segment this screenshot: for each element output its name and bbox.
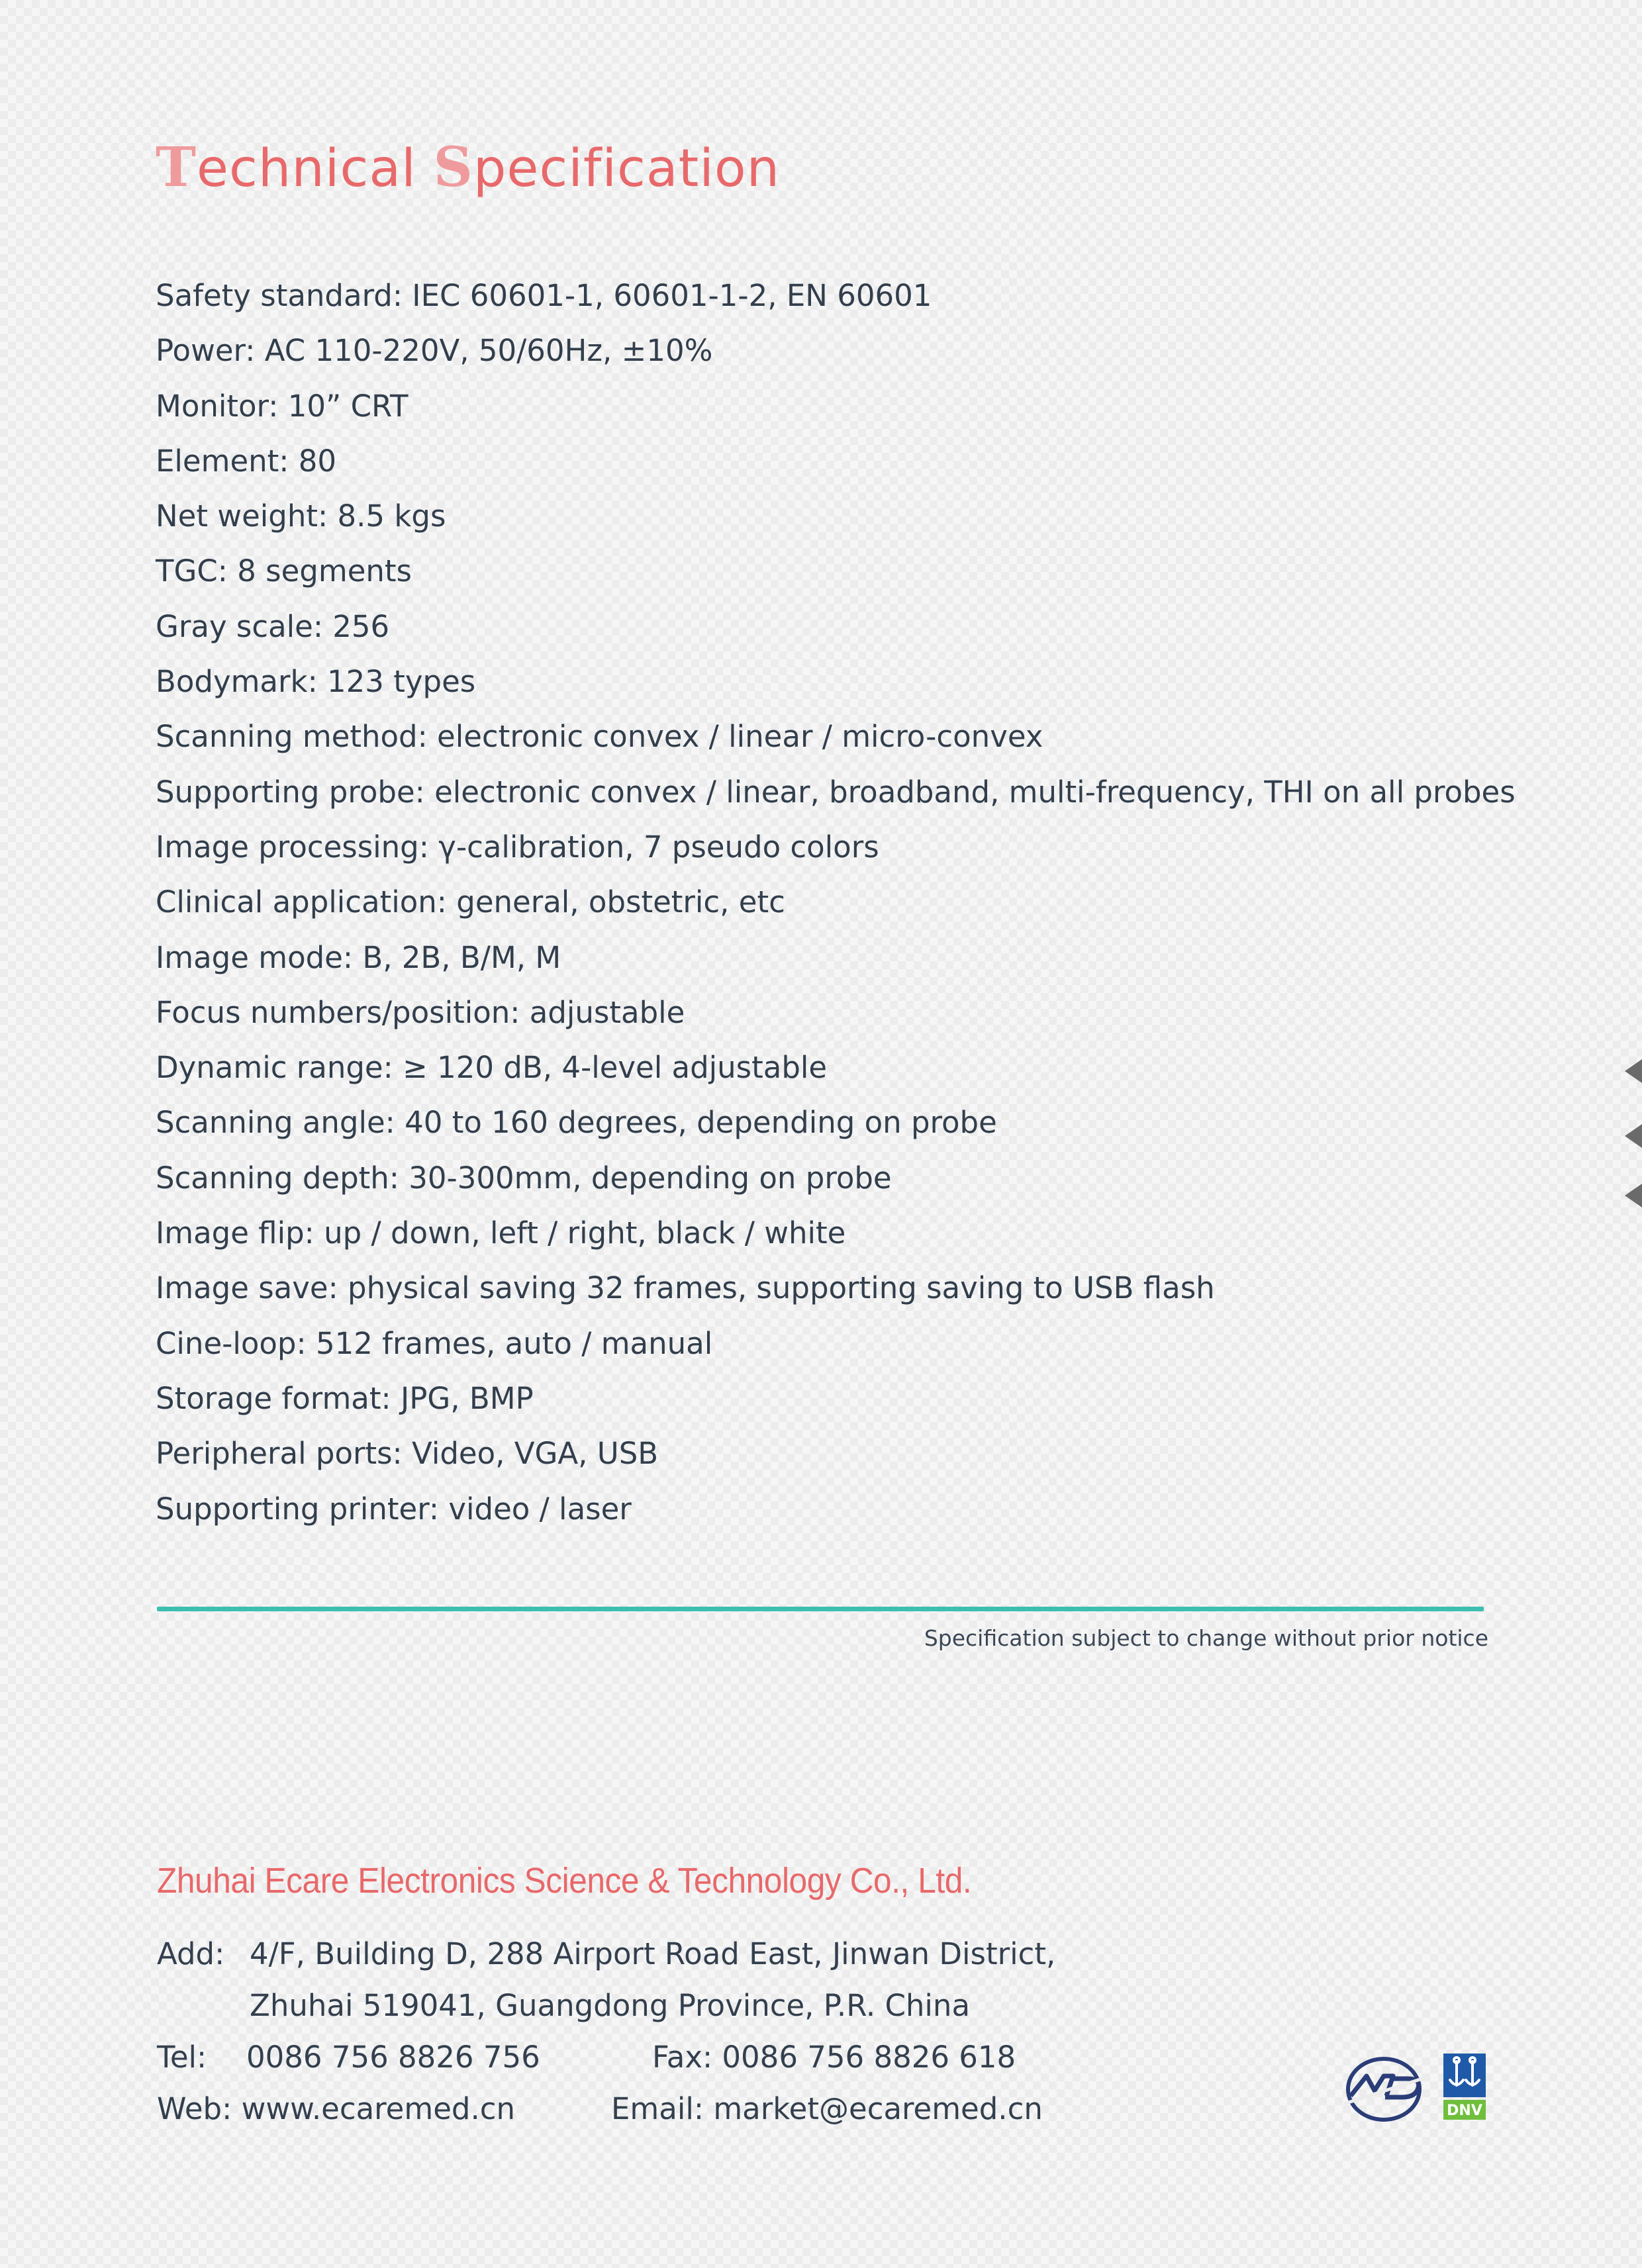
side-marker-icon: [1625, 1059, 1642, 1083]
spec-item: Gray scale: 256: [156, 608, 390, 644]
spec-item: Element: 80: [156, 443, 337, 479]
spec-item: Bodymark: 123 types: [156, 664, 476, 700]
title-part-2: pecification: [473, 139, 781, 199]
certification-logos: [1344, 2052, 1486, 2125]
title-initial-t: T: [156, 136, 197, 199]
spec-item: Dynamic range: ≥ 120 dB, 4-level adjustable: [156, 1050, 828, 1086]
spec-item: Power: AC 110-220V, 50/60Hz, ±10%: [156, 333, 713, 369]
spec-item: Image mode: B, 2B, B/M, M: [156, 939, 561, 975]
spec-item: Scanning method: electronic convex / linear / micro-convex: [156, 719, 1043, 755]
spec-item: Peripheral ports: Video, VGA, USB: [156, 1436, 659, 1472]
spec-item: Image processing: γ-calibration, 7 pseudo colors: [156, 829, 879, 865]
tel-number: 0086 756 8826 756: [246, 2040, 540, 2075]
website-link[interactable]: Web: www.ecaremed.cn: [157, 2091, 516, 2126]
page-title: [156, 136, 780, 199]
md-logo-icon: [1344, 2052, 1427, 2125]
address-label: Add:: [157, 1936, 225, 1971]
spec-item: Supporting probe: electronic convex / linear, broadband, multi-frequency, THI on all probes: [156, 774, 1516, 810]
spec-item: Net weight: 8.5 kgs: [156, 498, 446, 534]
side-marker-icon: [1625, 1184, 1642, 1207]
spec-item: Clinical application: general, obstetric, etc: [156, 884, 785, 920]
dnv-certification-icon: [1442, 2052, 1487, 2125]
svg-text:DNV: DNV: [1447, 2103, 1482, 2119]
spec-item: Image flip: up / down, left / right, black / white: [156, 1215, 846, 1251]
address-line-1: 4/F, Building D, 288 Airport Road East, Jinwan District,: [250, 1936, 1056, 1971]
side-marker-icon: [1625, 1124, 1642, 1148]
title-initial-s: S: [433, 136, 473, 199]
spec-item: Monitor: 10” CRT: [156, 388, 409, 424]
spec-item: Cine-loop: 512 frames, auto / manual: [156, 1325, 713, 1361]
spec-notice: Specification subject to change without prior notice: [924, 1625, 1488, 1651]
company-name: Zhuhai Ecare Electronics Science & Technology Co., Ltd.: [157, 1861, 972, 1901]
spec-item: Image save: physical saving 32 frames, supporting saving to USB flash: [156, 1270, 1215, 1306]
address-line-2: Zhuhai 519041, Guangdong Province, P.R. China: [250, 1988, 971, 2023]
side-markers: [1622, 1059, 1642, 1218]
spec-list: [156, 268, 1516, 1536]
spec-item: Focus numbers/position: adjustable: [156, 994, 685, 1030]
spec-item: Scanning angle: 40 to 160 degrees, depending on probe: [156, 1105, 997, 1141]
fax-number: Fax: 0086 756 8826 618: [652, 2040, 1016, 2075]
email-link[interactable]: Email: market@ecaremed.cn: [611, 2091, 1043, 2126]
spec-item: Supporting printer: video / laser: [156, 1491, 632, 1527]
title-part-1: echnical: [197, 139, 434, 199]
spec-item: Safety standard: IEC 60601-1, 60601-1-2, EN 60601: [156, 278, 932, 313]
spec-item: Scanning depth: 30-300mm, depending on probe: [156, 1160, 892, 1196]
section-divider: [157, 1607, 1484, 1611]
spec-item: Storage format: JPG, BMP: [156, 1380, 534, 1416]
spec-item: TGC: 8 segments: [156, 553, 412, 589]
tel-label: Tel:: [157, 2040, 207, 2075]
